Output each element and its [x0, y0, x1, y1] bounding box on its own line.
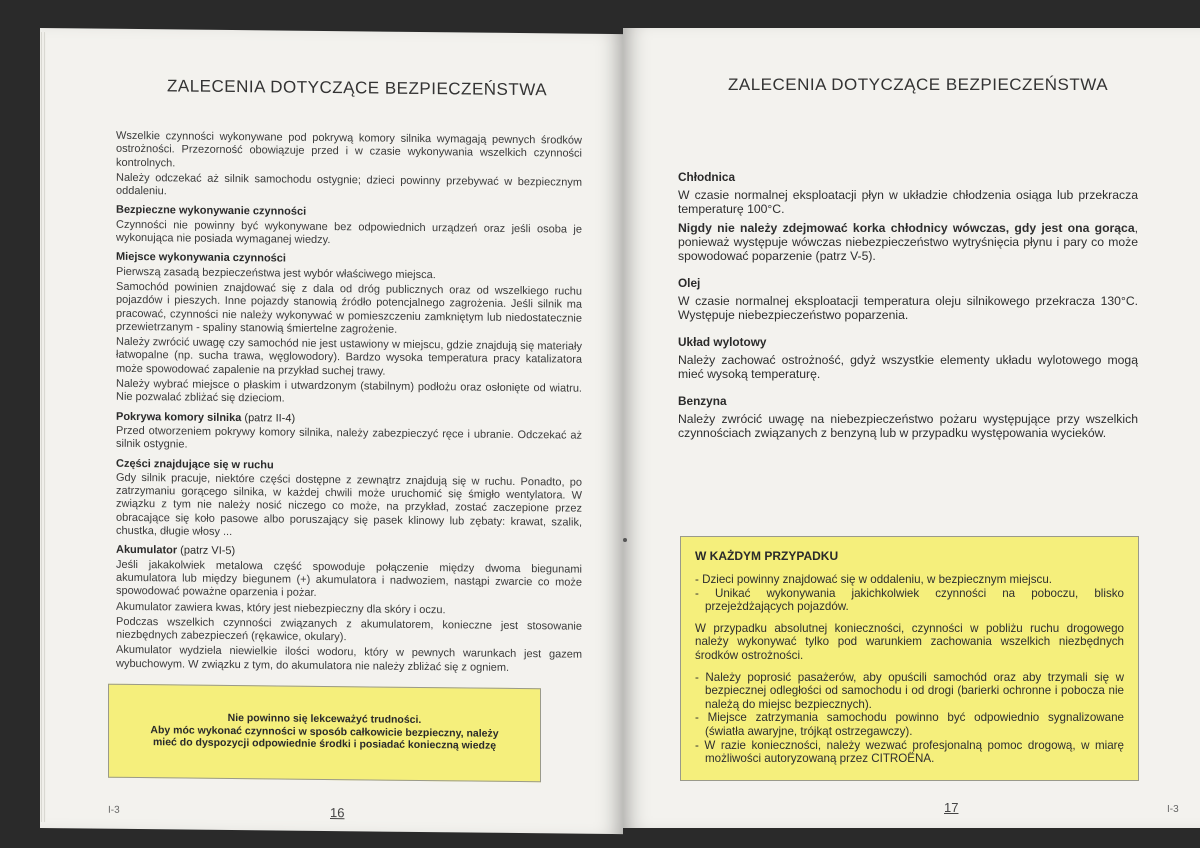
box-bullet: - Należy poprosić pasażerów, aby opuścili samochód oraz aby trzymali się w bezpiecznej odległości od samochodu i od drogi (barierki ochronne i pobocza nie należą do miejsc bezpiecznych).: [695, 670, 1124, 711]
warning-paragraph: [678, 221, 1138, 263]
page-title: ZALECENIA DOTYCZĄCE BEZPIECZEŃSTWA: [167, 76, 548, 100]
section-paragraph: W czasie normalnej eksploatacji płyn w układzie chłodzenia osiąga lub przekracza temperaturę 100°C.: [678, 188, 1138, 216]
section-heading: Części znajdujące się w ruchu: [116, 457, 274, 471]
right-page: [623, 28, 1200, 828]
section-paragraph: Należy zachować ostrożność, gdyż wszystkie elementy układu wylotowego mogą mieć wysoką temperaturę.: [678, 353, 1138, 381]
section-paragraph: Akumulator zawiera kwas, który jest niebezpieczny dla skóry i oczu.: [116, 600, 446, 616]
section-paragraph: Należy zwrócić uwagę na niebezpieczeństwo pożaru występujące przy wszelkich czynnościach związanych z benzyną lub w przypadku występowania wycieków.: [678, 412, 1138, 440]
book-spread: [40, 28, 1200, 848]
section-paragraph: Podczas wszelkich czynności związanych z akumulatorem, konieczne jest stosowanie niezbędnych zabezpieczeń (rękawice, okulary).: [116, 615, 582, 644]
left-page: [40, 28, 623, 834]
page-number: 17: [944, 800, 959, 815]
note-line: Nie powinno się lekceważyć trudności.: [227, 711, 422, 726]
section-code: I-3: [1167, 804, 1179, 815]
page-number: 16: [330, 805, 345, 821]
section-paragraph: Przed otworzeniem pokrywy komory silnika, należy zabezpieczyć ręce i ubranie. Odczekać aż silnik ostygnie.: [116, 424, 582, 451]
section-code: I-3: [108, 804, 120, 816]
note-line: mieć do dyspozycji odpowiednie środki i posiadać konieczną wiedzę: [152, 736, 497, 752]
left-content: [116, 130, 582, 678]
section-heading: Miejsce wykonywania czynności: [116, 251, 286, 265]
section-heading: Benzyna: [678, 394, 727, 408]
box-bullet: - Miejsce zatrzymania samochodu powinno być odpowiednio sygnalizowane (światła awaryjne, trójkąt ostrzegawczy).: [695, 711, 1124, 738]
section-paragraph: Czynności nie powinny być wykonywane bez odpowiednich urządzeń oraz jeśli osoba je wykonująca nie posiada wymaganej wiedzy.: [116, 218, 582, 247]
note-line: Aby móc wykonać czynności w sposób całkowicie bezpieczny, należy: [150, 723, 499, 740]
box-bullet: - W razie konieczności, należy wezwać profesjonalną pomoc drogową, w miarę możliwości autoryzowaną przez CITROËNA.: [695, 738, 1124, 766]
warning-rest: , ponieważ występuje wówczas niebezpieczeństwo wytryśnięcia płynu i pary co może spowodować poparzenie (patrz V-5).: [678, 221, 1138, 263]
warning-note-box: [108, 684, 541, 783]
section-heading: Olej: [678, 276, 701, 290]
page-title: ZALECENIA DOTYCZĄCE BEZPIECZEŃSTWA: [728, 75, 1109, 94]
section-heading: Chłodnica: [678, 170, 736, 184]
section-paragraph: Gdy silnik pracuje, niektóre części dostępne z zewnątrz znajdują się w ruchu. Ponadto, po zatrzymaniu gorącego silnika, w każdej chwili może uruchomić się śmigło wentylatora. W związku z tym nie należy nosić niczego co może, na przykład, zostać zaczepione przez obracające się koło pasowe albo poruszający się pasek klinowy lub zębaty: krawat, szalik, chustka, długie włosy ...: [116, 471, 582, 539]
binding-mark: [623, 538, 627, 542]
section-paragraph: Pierwszą zasadą bezpieczeństwa jest wybór właściwego miejsca.: [116, 265, 436, 281]
box-title: W KAŻDYM PRZYPADKU: [695, 549, 839, 563]
page-edges: [40, 32, 46, 822]
intro-paragraph: Należy odczekać aż silnik samochodu ostygnie; dzieci powinny przebywać w bezpiecznym oddaleniu.: [116, 171, 582, 198]
warning-bold: Nigdy nie należy zdejmować korka chłodnicy wówczas, gdy jest ona gorąca: [678, 221, 1135, 235]
section-heading: Pokrywa komory silnika (patrz II-4): [116, 410, 296, 425]
right-content: [678, 170, 1138, 445]
section-paragraph: W czasie normalnej eksploatacji temperatura oleju silnikowego przekracza 130°C. Występuje niebezpieczeństwo poparzenia.: [678, 294, 1138, 322]
box-bullet: - Unikać wykonywania jakichkolwiek czynności na poboczu, blisko przejeżdżających pojazdów.: [695, 586, 1124, 614]
section-paragraph: Należy wybrać miejsce o płaskim i utwardzonym (stabilnym) podłożu oraz osłonięte od wiatru. Nie pozwalać zbliżać się dzieciom.: [116, 377, 582, 405]
section-paragraph: Należy zwrócić uwagę czy samochód nie jest ustawiony w miejscu, gdzie znajdują się materiały łatwopalne (np. sucha trawa, węglowodory). Bardzo wysoka temperatura pracy katalizatora może spowodować zapalenie na przykład suchej trawy.: [116, 335, 582, 378]
section-paragraph: Samochód powinien znajdować się z dala od dróg publicznych oraz od wszelkiego ruchu pojazdów i pieszych. Inne pojazdy stanowią źródło potencjalnego zagrożenia. Jeśli silnik ma pracować, czynności nie należy wykonywać w pomieszczeniu zamkniętym lub niedostatecznie przewietrzanym - spaliny stanowią śmiertelne zagrożenie.: [116, 280, 582, 336]
box-list: [695, 573, 1124, 614]
section-heading: Układ wylotowy: [678, 335, 767, 349]
section-heading: Akumulator (patrz VI-5): [116, 544, 236, 558]
safety-box: [680, 536, 1139, 781]
intro-paragraph: Wszelkie czynności wykonywane pod pokrywą komory silnika wymagają pewnych środków ostrożności. Przezorność obowiązuje przed i w czasie wykonywania wszelkich czynności kontrolnych.: [116, 129, 582, 170]
section-heading: Bezpieczne wykonywanie czynności: [116, 204, 307, 219]
box-paragraph: W przypadku absolutnej konieczności, czynności w pobliżu ruchu drogowego należy wykonywać tylko pod warunkiem zachowania wszelkich niezbędnych środków ostrożności.: [695, 621, 1124, 662]
section-paragraph: Akumulator wydziela niewielkie ilości wodoru, który w pewnych warunkach jest gazem wybuchowym. W związku z tym, do akumulatora nie należy zbliżać się z ogniem.: [116, 644, 582, 674]
box-bullet: - Dzieci powinny znajdować się w oddaleniu, w bezpiecznym miejscu.: [695, 573, 1052, 586]
section-paragraph: Jeśli jakakolwiek metalowa część spowoduje połączenie między dwoma biegunami akumulatora lub między biegunem (+) akumulatora i nadwoziem, nastąpi zwarcie co może spowodować poważne oparzenia i pożar.: [116, 558, 582, 600]
box-list: [695, 671, 1124, 766]
